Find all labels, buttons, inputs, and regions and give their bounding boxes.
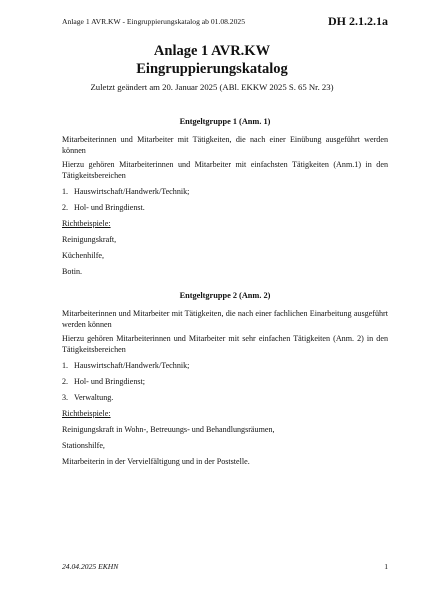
page-footer <box>62 562 388 574</box>
header-document-code: DH 2.1.2.1a <box>328 14 388 28</box>
example-item: Reinigungskraft, <box>62 235 117 244</box>
list-item <box>62 202 388 213</box>
list-text: Hauswirtschaft/Handwerk/Technik; <box>74 361 190 370</box>
section-paragraph: Hierzu gehören Mitarbeiterinnen und Mitarbeiter mit einfachsten Tätigkeiten (Anm.1) in den Tätigkeitsbereichen <box>62 160 388 180</box>
document-title: Anlage 1 AVR.KW <box>153 43 271 59</box>
example-item: Küchenhilfe, <box>62 251 105 260</box>
examples-label: Richtbeispiele: <box>62 219 111 228</box>
list-item <box>62 186 388 197</box>
list-text: Hol- und Bringdienst. <box>74 203 145 212</box>
list-number: 2. <box>62 203 69 212</box>
section-entgeltgruppe-2 <box>62 290 388 472</box>
example-item: Botin. <box>62 267 83 276</box>
examples-label: Richtbeispiele: <box>62 409 111 418</box>
list-number: 2. <box>62 377 69 386</box>
list-text: Hauswirtschaft/Handwerk/Technik; <box>74 187 190 196</box>
list-text: Hol- und Bringdienst; <box>74 377 146 386</box>
amendment-note: Zuletzt geändert am 20. Januar 2025 (ABl. EKKW 2025 S. 65 Nr. 23) <box>90 82 334 92</box>
section-paragraph: Mitarbeiterinnen und Mitarbeiter mit Tätigkeiten, die nach einer Einübung ausgeführt werden können <box>62 135 388 155</box>
section-heading: Entgeltgruppe 2 (Anm. 2) <box>179 291 271 300</box>
section-heading: Entgeltgruppe 1 (Anm. 1) <box>179 117 271 126</box>
section-paragraph: Hierzu gehören Mitarbeiterinnen und Mitarbeiter mit sehr einfachen Tätigkeiten (Anm. 2) in den Tätigkeitsbereichen <box>62 334 388 354</box>
example-item: Reinigungskraft in Wohn-, Betreuungs- und Behandlungsräumen, <box>62 425 275 434</box>
page-header <box>62 14 388 30</box>
section-entgeltgruppe-1 <box>62 116 388 282</box>
document-subtitle-heading: Eingruppierungskatalog <box>136 61 288 77</box>
list-number: 1. <box>62 187 69 196</box>
example-item: Stationshilfe, <box>62 441 105 450</box>
footer-date-source: 24.04.2025 EKHN <box>62 562 119 571</box>
list-item <box>62 376 388 387</box>
list-text: Verwaltung. <box>74 393 114 402</box>
list-number: 1. <box>62 361 69 370</box>
list-number: 3. <box>62 393 69 402</box>
list-item <box>62 392 388 403</box>
section-paragraph: Mitarbeiterinnen und Mitarbeiter mit Tätigkeiten, die nach einer fachlichen Einarbeitung ausgeführt werden können <box>62 309 388 329</box>
example-item: Mitarbeiterin in der Vervielfältigung und in der Poststelle. <box>62 457 250 466</box>
header-document-title: Anlage 1 AVR.KW - Eingruppierungskatalog ab 01.08.2025 <box>62 17 245 26</box>
page-number: 1 <box>384 562 388 571</box>
list-item <box>62 360 388 371</box>
